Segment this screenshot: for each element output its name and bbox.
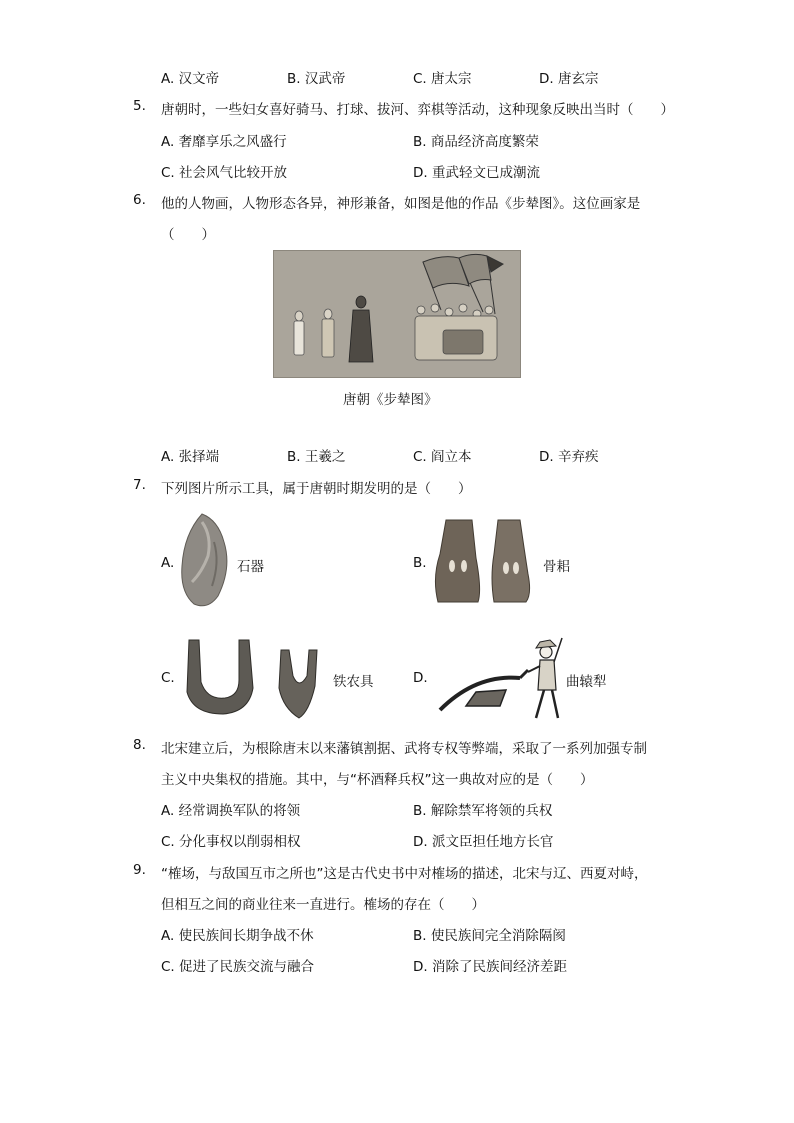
q4-option-d: D. 唐玄宗 xyxy=(539,71,599,87)
painting-image xyxy=(273,250,521,378)
q9-option-a: A. 使民族间长期争战不休 xyxy=(161,928,314,944)
q6-option-a: A. 张择端 xyxy=(161,449,220,465)
q7-choice-d-letter: D. xyxy=(413,670,428,686)
bone-spade-image xyxy=(432,518,536,606)
q8-stem-line1: 北宋建立后，为根除唐末以来藩镇割据、武将专权等弊端，采取了一系列加强专制 xyxy=(161,741,647,757)
q8-stem-line2: 主义中央集权的措施。其中，与“杯酒释兵权”这一典故对应的是（ ） xyxy=(161,772,594,788)
q5-option-b: B. 商品经济高度繁荣 xyxy=(413,134,539,150)
q8-option-b: B. 解除禁军将领的兵权 xyxy=(413,803,553,819)
q8-option-c: C. 分化事权以削弱相权 xyxy=(161,834,301,850)
q8-number: 8. xyxy=(133,737,146,753)
q5-option-c: C. 社会风气比较开放 xyxy=(161,165,288,181)
q7-choice-c-letter: C. xyxy=(161,670,175,686)
q8-option-d: D. 派文臣担任地方长官 xyxy=(413,834,554,850)
q6-answer-paren: （ ） xyxy=(161,227,215,243)
painting-illustration xyxy=(273,250,521,378)
q7-choice-b-letter: B. xyxy=(413,555,427,571)
q6-option-d: D. 辛弃疾 xyxy=(539,449,599,465)
q4-option-c: C. 唐太宗 xyxy=(413,71,472,87)
q7-number: 7. xyxy=(133,477,146,493)
q5-option-d: D. 重武轻文已成潮流 xyxy=(413,165,540,181)
q6-option-c: C. 阎立本 xyxy=(413,449,472,465)
q7-choice-b-label: 骨耜 xyxy=(543,559,570,575)
q6-stem: 他的人物画，人物形态各异，神形兼备，如图是他的作品《步辇图》。这位画家是 xyxy=(161,196,641,212)
q7-stem: 下列图片所示工具，属于唐朝时期发明的是（ ） xyxy=(161,481,472,497)
q8-option-a: A. 经常调换军队的将领 xyxy=(161,803,301,819)
plough-image xyxy=(436,634,566,722)
q4-option-b: B. 汉武帝 xyxy=(287,71,346,87)
q7-choice-d-label: 曲辕犁 xyxy=(566,674,607,690)
q9-option-b: B. 使民族间完全消除隔阂 xyxy=(413,928,566,944)
q5-number: 5. xyxy=(133,98,146,114)
q9-stem-line1: “榷场，与敌国互市之所也”这是古代史书中对榷场的描述，北宋与辽、西夏对峙， xyxy=(161,866,648,882)
q9-stem-line2: 但相互之间的商业往来一直进行。榷场的存在（ ） xyxy=(161,897,485,913)
stone-tool-image xyxy=(178,512,234,610)
q5-stem: 唐朝时，一些妇女喜好骑马、打球、拔河、弈棋等活动，这种现象反映出当时（ ） xyxy=(161,102,674,118)
q4-option-a: A. 汉文帝 xyxy=(161,71,220,87)
q7-choice-a-label: 石器 xyxy=(237,559,264,575)
q5-option-a: A. 奢靡享乐之风盛行 xyxy=(161,134,287,150)
q9-option-c: C. 促进了民族交流与融合 xyxy=(161,959,315,975)
q6-caption: 唐朝《步辇图》 xyxy=(343,392,438,408)
q7-choice-a-letter: A. xyxy=(161,555,175,571)
q9-number: 9. xyxy=(133,862,146,878)
iron-tools-image xyxy=(183,636,329,720)
q7-choice-c-label: 铁农具 xyxy=(333,674,374,690)
q6-option-b: B. 王羲之 xyxy=(287,449,346,465)
q6-number: 6. xyxy=(133,192,146,208)
q9-option-d: D. 消除了民族间经济差距 xyxy=(413,959,567,975)
